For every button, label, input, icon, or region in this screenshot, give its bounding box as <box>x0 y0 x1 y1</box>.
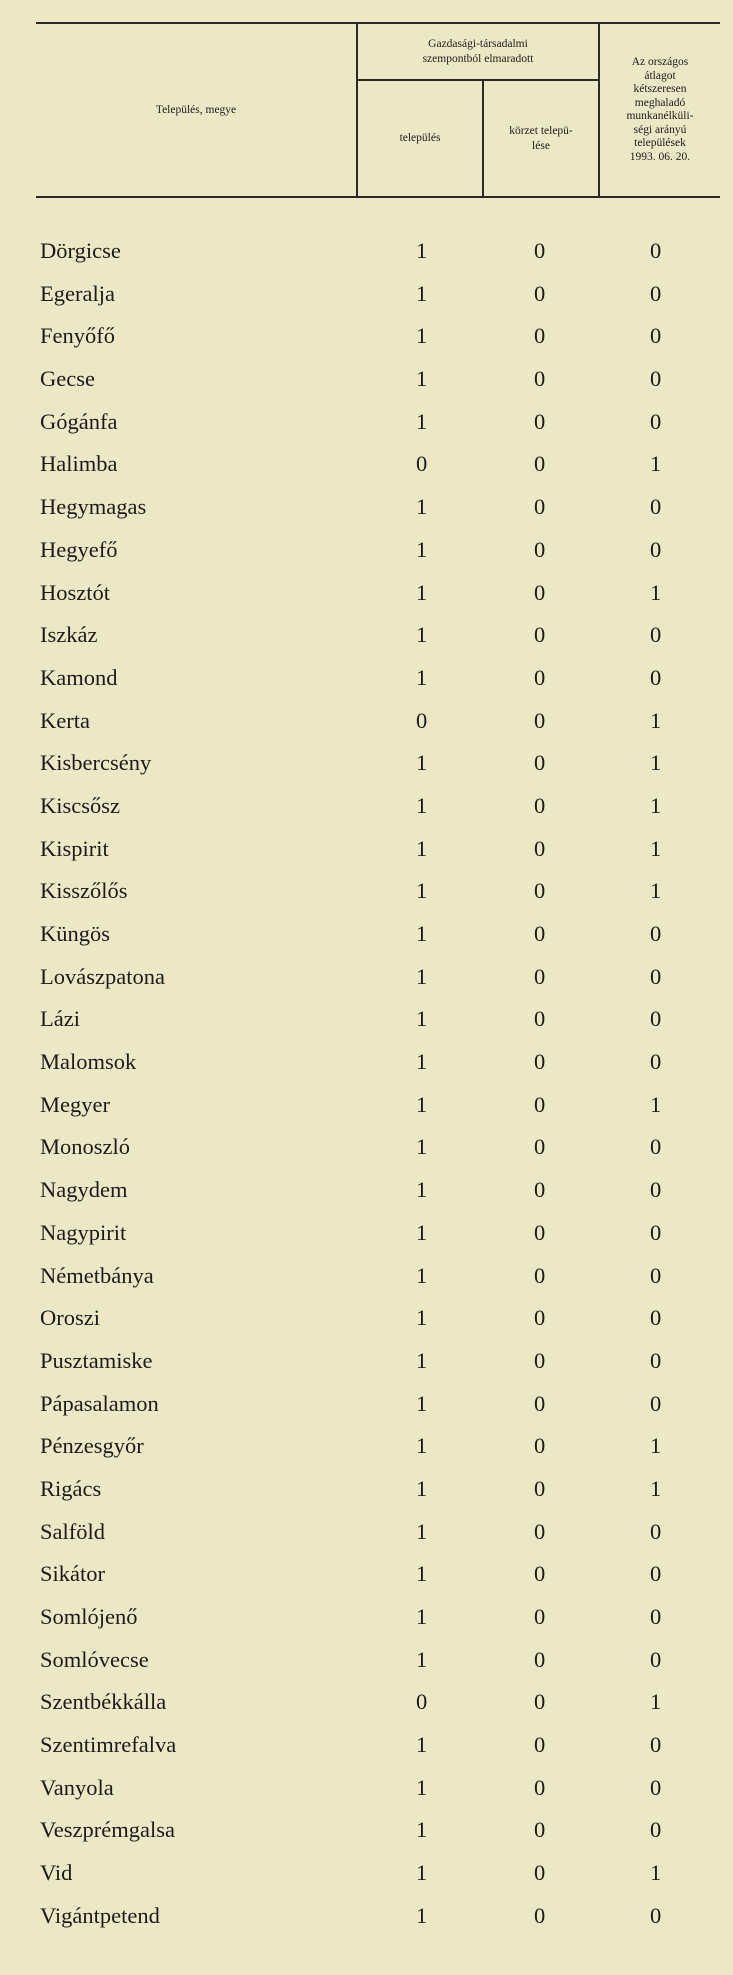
value-district: 0 <box>534 451 546 477</box>
settlement-name: Pénzesgyőr <box>40 1433 144 1459</box>
settlement-name: Sikátor <box>40 1561 105 1587</box>
value-district: 0 <box>534 1604 546 1629</box>
table-row <box>0 956 733 999</box>
value-settlement: 1 <box>416 963 428 989</box>
value-district: 0 <box>534 1689 546 1715</box>
value-settlement: 1 <box>416 1305 428 1331</box>
settlement-name: Kisbercsény <box>40 750 152 776</box>
value-district: 0 <box>534 878 546 904</box>
table-row <box>0 1681 733 1724</box>
value-unemployment: 0 <box>650 536 662 562</box>
value-unemployment: 0 <box>650 1390 662 1416</box>
settlement-name: Nagydem <box>40 1177 128 1203</box>
value-settlement: 0 <box>416 1689 428 1715</box>
value-settlement: 1 <box>416 921 428 946</box>
value-unemployment: 0 <box>650 1902 662 1928</box>
value-unemployment: 1 <box>650 707 662 733</box>
table-row <box>0 1767 733 1810</box>
table-row <box>0 1852 733 1895</box>
value-unemployment: 0 <box>650 622 662 648</box>
value-district: 0 <box>534 1817 546 1843</box>
table-row <box>0 1639 733 1682</box>
value-settlement: 1 <box>416 536 428 562</box>
table-row <box>0 870 733 913</box>
table-row <box>0 1084 733 1127</box>
settlement-name: Hegyefő <box>40 536 118 562</box>
value-district: 0 <box>534 921 546 946</box>
value-unemployment: 0 <box>650 366 662 392</box>
value-unemployment: 1 <box>650 579 662 605</box>
value-unemployment: 0 <box>650 1134 662 1160</box>
value-district: 0 <box>534 408 546 434</box>
settlement-name: Vigántpetend <box>40 1902 160 1928</box>
value-unemployment: 1 <box>650 1860 662 1886</box>
value-district: 0 <box>534 1902 546 1928</box>
settlement-name: Kamond <box>40 664 118 690</box>
table-row <box>0 742 733 785</box>
value-district: 0 <box>534 280 546 306</box>
settlement-name: Lovászpatona <box>40 963 165 989</box>
settlement-name: Halimba <box>40 451 118 477</box>
value-district: 0 <box>534 1305 546 1331</box>
value-unemployment: 1 <box>650 451 662 477</box>
value-unemployment: 0 <box>650 1049 662 1075</box>
value-unemployment: 1 <box>650 878 662 904</box>
settlement-name: Nagypirit <box>40 1219 127 1245</box>
value-district: 0 <box>534 792 546 818</box>
settlement-name: Fenyőfő <box>40 323 115 349</box>
value-settlement: 0 <box>416 451 428 477</box>
table-row <box>0 700 733 743</box>
table-row <box>0 273 733 316</box>
table-row <box>0 614 733 657</box>
settlement-name: Salföld <box>40 1518 105 1544</box>
table-row <box>0 315 733 358</box>
value-unemployment: 0 <box>650 280 662 306</box>
settlement-name: Megyer <box>40 1091 110 1117</box>
value-district: 0 <box>534 579 546 605</box>
value-unemployment: 0 <box>650 1646 662 1672</box>
value-settlement: 1 <box>416 1049 428 1075</box>
value-unemployment: 0 <box>650 1177 662 1203</box>
value-district: 0 <box>534 1475 546 1501</box>
value-settlement: 1 <box>416 1177 428 1203</box>
value-unemployment: 0 <box>650 1518 662 1544</box>
settlement-name: Malomsok <box>40 1049 137 1075</box>
value-settlement: 1 <box>416 1262 428 1288</box>
value-district: 0 <box>534 664 546 690</box>
value-district: 0 <box>534 323 546 349</box>
value-unemployment: 1 <box>650 1689 662 1715</box>
value-district: 0 <box>534 1732 546 1758</box>
value-settlement: 1 <box>416 664 428 690</box>
settlement-name: Oroszi <box>40 1305 100 1331</box>
value-settlement: 1 <box>416 1646 428 1672</box>
table-header <box>36 22 720 198</box>
value-unemployment: 0 <box>650 1219 662 1245</box>
table-row <box>0 1340 733 1383</box>
settlement-name: Egeralja <box>40 280 115 306</box>
value-unemployment: 0 <box>650 323 662 349</box>
value-district: 0 <box>534 1049 546 1075</box>
value-unemployment: 0 <box>650 1817 662 1843</box>
value-settlement: 1 <box>416 1347 428 1373</box>
settlement-name: Hegymagas <box>40 494 147 520</box>
table-row <box>0 401 733 444</box>
value-settlement: 1 <box>416 1732 428 1758</box>
value-settlement: 1 <box>416 1604 428 1629</box>
table-row <box>0 1895 733 1938</box>
value-district: 0 <box>534 1518 546 1544</box>
value-unemployment: 0 <box>650 1732 662 1758</box>
settlement-name: Vanyola <box>40 1774 114 1800</box>
value-unemployment: 1 <box>650 750 662 776</box>
value-settlement: 1 <box>416 280 428 306</box>
table-row <box>0 1126 733 1169</box>
value-district: 0 <box>534 1347 546 1373</box>
value-unemployment: 0 <box>650 963 662 989</box>
value-settlement: 1 <box>416 622 428 648</box>
value-district: 0 <box>534 1860 546 1886</box>
settlement-name: Szentbékkálla <box>40 1689 167 1715</box>
settlement-name: Lázi <box>40 1006 80 1032</box>
value-settlement: 1 <box>416 1219 428 1245</box>
table-row <box>0 1212 733 1255</box>
table-row <box>0 1169 733 1212</box>
value-unemployment: 0 <box>650 494 662 520</box>
settlement-name: Veszprémgalsa <box>40 1817 175 1843</box>
settlement-name: Németbánya <box>40 1262 154 1288</box>
value-settlement: 1 <box>416 1774 428 1800</box>
value-district: 0 <box>534 622 546 648</box>
settlement-name: Hosztót <box>40 579 110 605</box>
value-unemployment: 0 <box>650 921 662 946</box>
value-settlement: 1 <box>416 408 428 434</box>
value-district: 0 <box>534 707 546 733</box>
settlement-name: Kiscsősz <box>40 792 120 818</box>
settlement-name: Monoszló <box>40 1134 130 1160</box>
value-settlement: 1 <box>416 1091 428 1117</box>
table-row <box>0 1468 733 1511</box>
value-settlement: 1 <box>416 1390 428 1416</box>
value-district: 0 <box>534 835 546 861</box>
value-unemployment: 1 <box>650 792 662 818</box>
value-unemployment: 0 <box>650 1262 662 1288</box>
value-unemployment: 1 <box>650 1091 662 1117</box>
settlement-name: Gógánfa <box>40 408 118 434</box>
table-row <box>0 1809 733 1852</box>
value-settlement: 0 <box>416 707 428 733</box>
value-district: 0 <box>534 1561 546 1587</box>
settlement-name: Kerta <box>40 707 90 733</box>
table-row <box>0 913 733 956</box>
table-row <box>0 1553 733 1596</box>
value-unemployment: 1 <box>650 1433 662 1459</box>
value-unemployment: 0 <box>650 1774 662 1800</box>
value-district: 0 <box>534 1262 546 1288</box>
value-district: 0 <box>534 1433 546 1459</box>
settlement-name: Kispirit <box>40 835 109 861</box>
value-unemployment: 0 <box>650 1006 662 1032</box>
settlement-name: Gecse <box>40 366 95 392</box>
value-district: 0 <box>534 750 546 776</box>
value-unemployment: 1 <box>650 835 662 861</box>
value-district: 0 <box>534 366 546 392</box>
settlement-name: Somlójenő <box>40 1604 138 1629</box>
table-row <box>0 1724 733 1767</box>
table-row <box>0 1425 733 1468</box>
value-unemployment: 0 <box>650 1561 662 1587</box>
value-settlement: 1 <box>416 1006 428 1032</box>
value-district: 0 <box>534 1006 546 1032</box>
settlement-name: Szentimrefalva <box>40 1732 177 1758</box>
value-settlement: 1 <box>416 1817 428 1843</box>
table-row <box>0 657 733 700</box>
value-settlement: 1 <box>416 1860 428 1886</box>
settlement-name: Rigács <box>40 1475 102 1501</box>
value-settlement: 1 <box>416 1475 428 1501</box>
table-row <box>0 1383 733 1426</box>
value-district: 0 <box>534 1091 546 1117</box>
value-settlement: 1 <box>416 1561 428 1587</box>
table-row <box>0 1041 733 1084</box>
value-unemployment: 0 <box>650 238 662 263</box>
table-row <box>0 1255 733 1298</box>
value-district: 0 <box>534 536 546 562</box>
table-row <box>0 486 733 529</box>
table-row <box>0 230 733 273</box>
table-row <box>0 443 733 486</box>
settlement-name: Vid <box>40 1860 73 1886</box>
value-settlement: 1 <box>416 750 428 776</box>
value-district: 0 <box>534 1219 546 1245</box>
value-district: 0 <box>534 1177 546 1203</box>
value-district: 0 <box>534 1774 546 1800</box>
value-district: 0 <box>534 1134 546 1160</box>
table-row <box>0 785 733 828</box>
value-unemployment: 0 <box>650 1604 662 1629</box>
table-row <box>0 1596 733 1639</box>
value-settlement: 1 <box>416 878 428 904</box>
value-settlement: 1 <box>416 792 428 818</box>
settlement-name: Pápasalamon <box>40 1390 159 1416</box>
value-unemployment: 0 <box>650 1305 662 1331</box>
value-settlement: 1 <box>416 835 428 861</box>
value-settlement: 1 <box>416 1902 428 1928</box>
settlement-name: Somlóvecse <box>40 1646 149 1672</box>
settlement-name: Pusztamiske <box>40 1347 153 1373</box>
value-settlement: 1 <box>416 1134 428 1160</box>
header-district-settlement: körzet telepü- lése <box>509 125 573 152</box>
value-unemployment: 0 <box>650 408 662 434</box>
header-unemployment: Az országos átlagot kétszeresen meghaladó munkanélküli- ségi arányú települések 1993. 06. 20. <box>626 56 694 163</box>
value-district: 0 <box>534 1390 546 1416</box>
value-district: 0 <box>534 1646 546 1672</box>
value-unemployment: 0 <box>650 664 662 690</box>
settlement-name: Kisszőlős <box>40 878 128 904</box>
table-row <box>0 998 733 1041</box>
table-body <box>0 230 733 1938</box>
value-unemployment: 1 <box>650 1475 662 1501</box>
value-settlement: 1 <box>416 238 428 263</box>
settlement-name: Iszkáz <box>40 622 98 648</box>
value-settlement: 1 <box>416 1518 428 1544</box>
settlement-name: Dörgicse <box>40 238 121 263</box>
value-district: 0 <box>534 963 546 989</box>
value-unemployment: 0 <box>650 1347 662 1373</box>
table-row <box>0 1297 733 1340</box>
value-district: 0 <box>534 238 546 263</box>
table-row <box>0 572 733 615</box>
header-settlement: település <box>399 132 441 145</box>
table-row <box>0 358 733 401</box>
value-settlement: 1 <box>416 494 428 520</box>
value-district: 0 <box>534 494 546 520</box>
table-row <box>0 1511 733 1554</box>
value-settlement: 1 <box>416 366 428 392</box>
settlement-name: Küngös <box>40 921 111 946</box>
value-settlement: 1 <box>416 1433 428 1459</box>
header-settlement-county: Település, megye <box>155 103 237 116</box>
table-row <box>0 828 733 871</box>
table-row <box>0 529 733 572</box>
value-settlement: 1 <box>416 323 428 349</box>
header-group-title: Gazdasági-társadalmi szempontból elmaradott <box>422 38 534 65</box>
value-settlement: 1 <box>416 579 428 605</box>
